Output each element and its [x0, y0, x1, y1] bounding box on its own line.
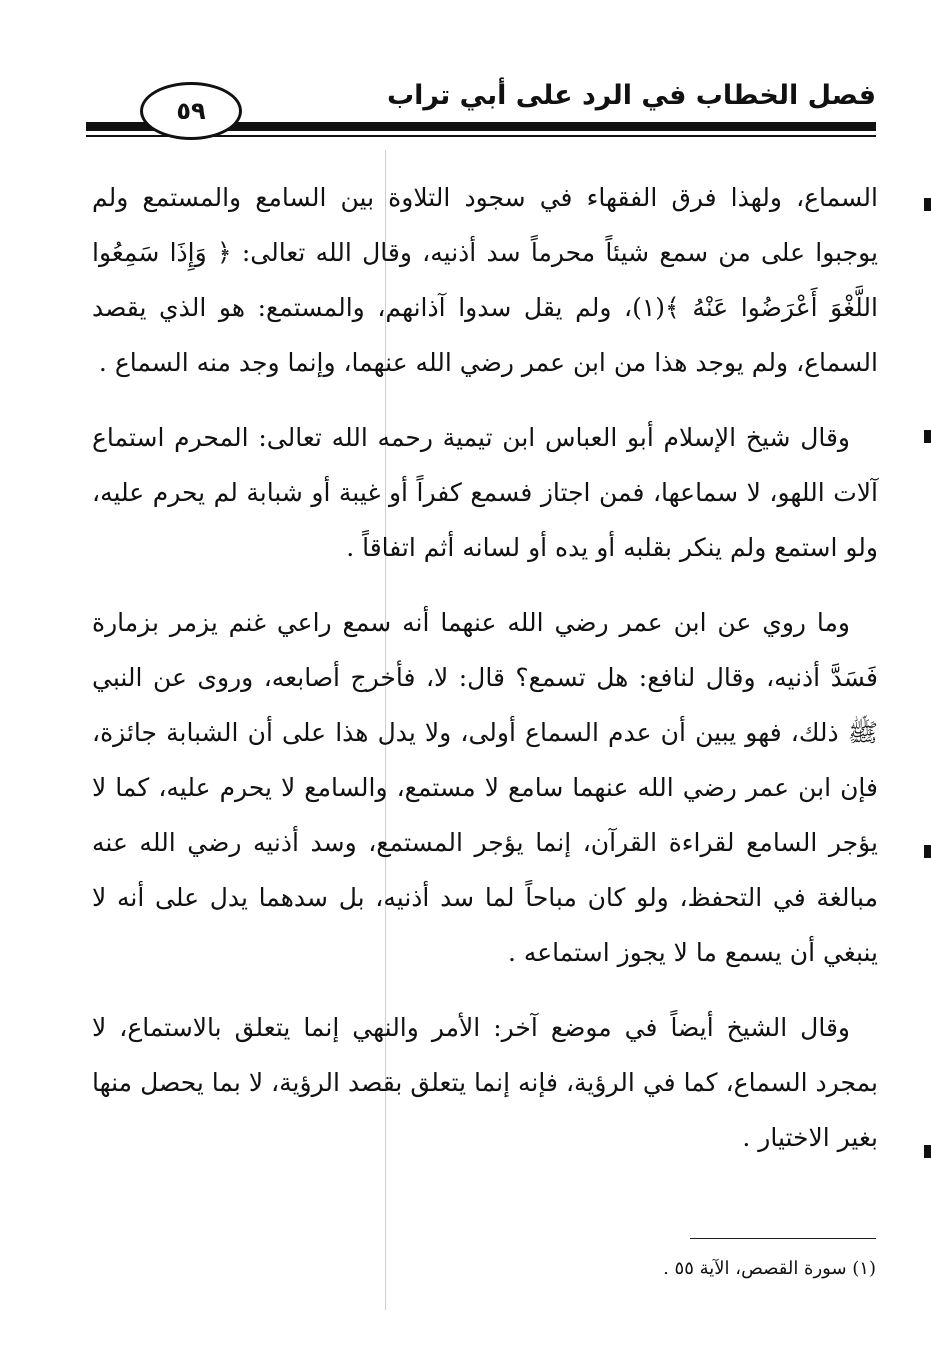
running-title: فصل الخطاب في الرد على أبي تراب	[386, 80, 876, 111]
page-number-oval	[140, 82, 242, 140]
edge-mark-1	[924, 198, 931, 211]
paragraph-1: السماع، ولهذا فرق الفقهاء في سجود التلاوة بين السامع والمستمع ولم يوجبوا على من سمع شيئاً محرماً سد أذنيه، وقال الله تعالى: ﴿ وَإِذَا سَمِعُوا اللَّغْوَ أَعْرَضُوا عَنْهُ ﴾(١)، ولم يقل سدوا آذانهم، والمستمع: هو الذي يقصد السماع، ولم يوجد هذا من ابن عمر رضي الله عنهما، وإنما وجد منه السماع .	[92, 183, 878, 377]
edge-mark-2	[924, 430, 931, 443]
footnote-separator	[690, 1238, 876, 1239]
edge-mark-4	[924, 1145, 931, 1158]
page-number: ٥٩	[176, 97, 206, 125]
paragraph-4: وقال الشيخ أيضاً في موضع آخر: الأمر والنهي إنما يتعلق بالاستماع، لا بمجرد السماع، كما في الرؤية، فإنه إنما يتعلق بقصد الرؤية، لا بما يحصل منها بغير الاختيار .	[92, 1013, 878, 1152]
body-text	[92, 170, 878, 1165]
edge-mark-3	[924, 845, 931, 858]
paragraph-3: وما روي عن ابن عمر رضي الله عنهما أنه سمع راعي غنم يزمر بزمارة فَسَدَّ أذنيه، وقال لنافع: هل تسمع؟ قال: لا، فأخرج أصابعه، وروى عن النبي ﷺ ذلك، فهو يبين أن عدم السماع أولى، ولا يدل هذا على أن الشبابة جائزة، فإن ابن عمر رضي الله عنهما سامع لا مستمع، والسامع لا يحرم عليه، كما لا يؤجر السامع لقراءة القرآن، إنما يؤجر المستمع، وسد أذنيه رضي الله عنه مبالغة في التحفظ، ولو كان مباحاً لما سد أذنيه، بل سدهما يدل على أنه لا ينبغي أن يسمع ما لا يجوز استماعه .	[92, 608, 878, 967]
footnote: (١) سورة القصص، الآية ٥٥ .	[663, 1258, 876, 1279]
paragraph-2: وقال شيخ الإسلام أبو العباس ابن تيمية رحمه الله تعالى: المحرم استماع آلات اللهو، لا سماعها، فمن اجتاز فسمع كفراً أو غيبة أو شبابة لم يحرم عليه، ولو استمع ولم ينكر بقلبه أو يده أو لسانه أثم اتفاقاً .	[92, 423, 878, 562]
page-header	[86, 70, 876, 150]
